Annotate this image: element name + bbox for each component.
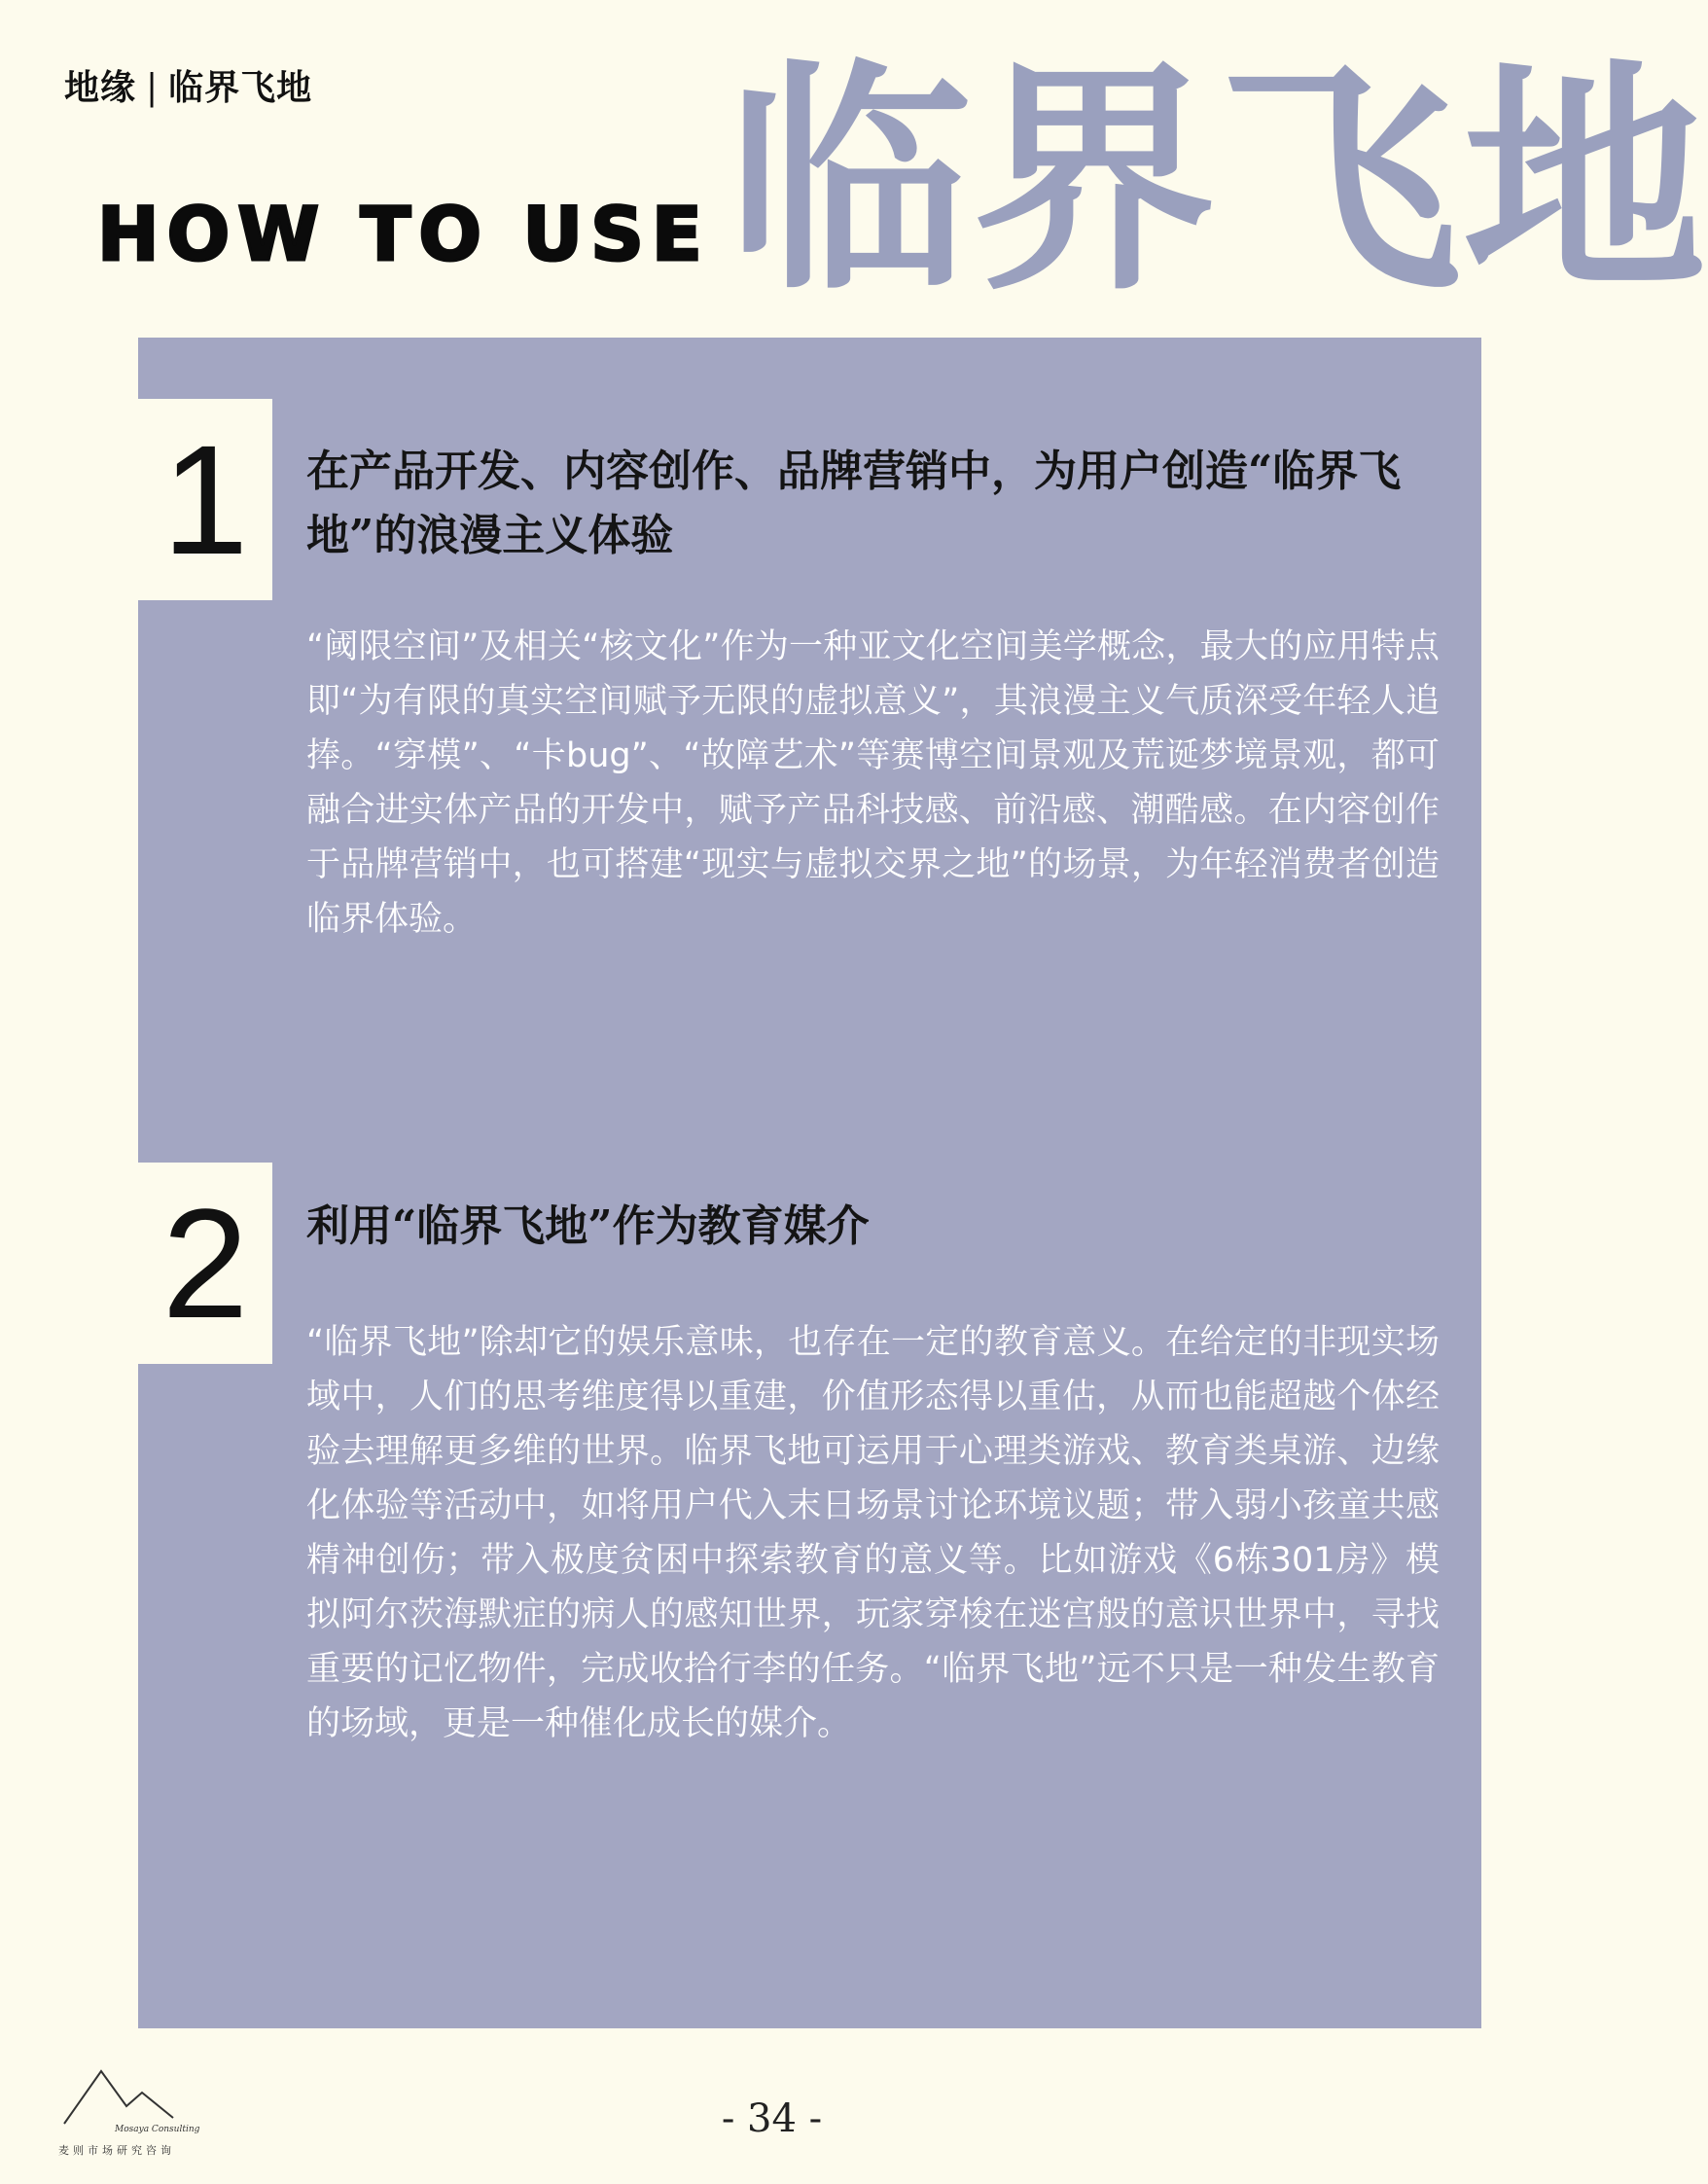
breadcrumb-right: 临界飞地 [168, 67, 313, 108]
logo-script: Mosaya Consulting [115, 2125, 200, 2134]
page-title: 临界飞地 [728, 37, 1708, 323]
content-panel [138, 338, 1481, 2028]
section-1-body: “阈限空间”及相关“核文化”作为一种亚文化空间美学概念，最大的应用特点即“为有限的真实空间赋予无限的虚拟意义”，其浪漫主义气质深受年轻人追捧。“穿模”、“卡bug”、“故障艺术”等赛博空间景观及荒诞梦境景观，都可融合进实体产品的开发中，赋予产品科技感、前沿感、潮酷感。在内容创作于品牌营销中，也可搭建“现实与虚拟交界之地”的场景，为年轻消费者创造临界体验。 [306, 627, 1440, 939]
how-to-use-heading: HOW TO USE [97, 191, 710, 277]
section-1-title: 在产品开发、内容创作、品牌营销中，为用户创造“临界飞地”的浪漫主义体验 [306, 447, 1402, 560]
breadcrumb-separator: | [146, 68, 160, 108]
breadcrumb [64, 60, 312, 110]
section-2-title: 利用“临界飞地”作为教育媒介 [306, 1201, 870, 1251]
section-number-1: 1 [138, 399, 272, 600]
breadcrumb-left: 地缘 [64, 67, 137, 108]
logo-chinese-name: 麦则市场研究咨询 [58, 2144, 175, 2157]
page-number: - 34 - [721, 2096, 823, 2141]
section-2-body: “临界飞地”除却它的娱乐意味，也存在一定的教育意义。在给定的非现实场域中，人们的思考维度得以重建，价值形态得以重估，从而也能超越个体经验去理解更多维的世界。临界飞地可运用于心理类游戏、教育类桌游、边缘化体验等活动中，如将用户代入末日场景讨论环境议题；带入弱小孩童共感精神创伤；带入极度贫困中探索教育的意义等。比如游戏《6栋301房》模拟阿尔茨海默症的病人的感知世界，玩家穿梭在迷宫般的意识世界中，寻找重要的记忆物件，完成收拾行李的任务。“临界飞地”远不只是一种发生教育的场域，更是一种催化成长的媒介。 [306, 1323, 1440, 1743]
section-number-2: 2 [138, 1163, 272, 1364]
